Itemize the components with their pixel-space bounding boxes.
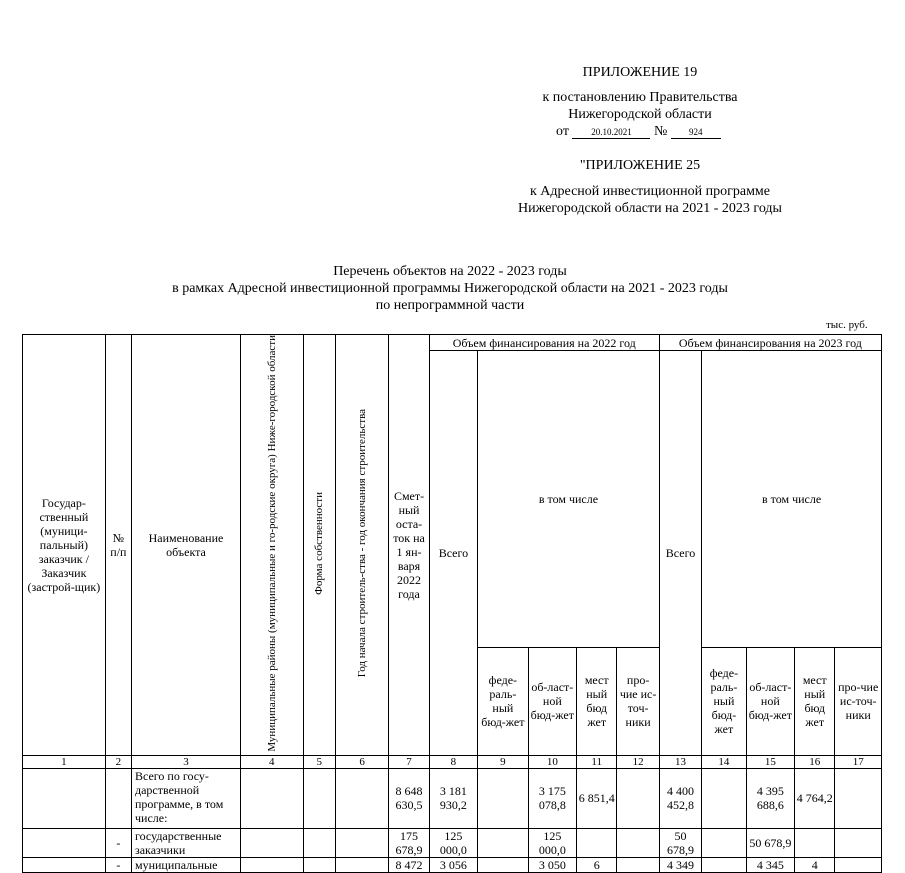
title-line-1: Перечень объектов на 2022 - 2023 годы [333, 264, 567, 279]
number-sign: № [653, 124, 668, 139]
cell-object-name: муниципальные [131, 857, 240, 872]
col-num: 2 [105, 755, 131, 768]
program-years-label: Нижегородской области на 2021 - 2023 годы [518, 201, 782, 216]
cell-federal-2022 [478, 857, 528, 872]
header-federal-2023: феде-раль-ный бюд-жет [702, 647, 746, 755]
cell-total-2022: 125 000,0 [429, 828, 477, 857]
cell-years [335, 828, 388, 857]
cell-other-2022 [617, 857, 659, 872]
to-program-label: к Адресной инвестиционной программе [529, 184, 771, 199]
cell-estimate: 8 648 630,5 [389, 768, 429, 828]
cell-years [335, 857, 388, 872]
cell-local-2023: 4 764,2 [795, 768, 835, 828]
cell-other-2023 [835, 768, 882, 828]
cell-form [303, 828, 335, 857]
cell-total-2023: 4 349 [659, 857, 701, 872]
col-num: 8 [429, 755, 477, 768]
appendix-25-label: "ПРИЛОЖЕНИЕ 25 [579, 158, 701, 173]
col-num: 11 [577, 755, 617, 768]
decree-number: 924 [671, 127, 721, 139]
cell-federal-2022 [478, 828, 528, 857]
header-including-2022: в том числе [478, 351, 660, 648]
cell-local-2023 [795, 828, 835, 857]
objects-table [22, 334, 882, 873]
header-including-2023: в том числе [702, 351, 882, 648]
cell-federal-2022 [478, 768, 528, 828]
col-num: 3 [131, 755, 240, 768]
cell-regional-2022: 3 175 078,8 [528, 768, 576, 828]
col-num: 16 [795, 755, 835, 768]
col-num: 14 [702, 755, 746, 768]
cell-form [303, 857, 335, 872]
cell-object-name: государственные заказчики [131, 828, 240, 857]
from-label: от [556, 124, 569, 139]
column-numbers-row [23, 755, 882, 768]
col-num: 10 [528, 755, 576, 768]
title-line-3: по непрограммной части [375, 298, 525, 313]
header-estimate-balance: Смет-ный оста-ток на 1 ян-варя 2022 года [389, 335, 429, 756]
header-number: № п/п [105, 335, 131, 756]
header-other-2022: про-чие ис-точ-ники [617, 647, 659, 755]
col-num: 12 [617, 755, 659, 768]
cell-total-2023: 4 400 452,8 [659, 768, 701, 828]
col-num: 1 [23, 755, 106, 768]
col-num: 5 [303, 755, 335, 768]
cell-local-2022 [577, 828, 617, 857]
cell-object-name: Всего по госу-дарственной программе, в том числе: [131, 768, 240, 828]
cell-other-2023 [835, 828, 882, 857]
units-label: тыс. руб. [826, 319, 868, 331]
header-financing-2022: Объем финансирования на 2022 год [429, 335, 659, 351]
cell-estimate: 8 472 [389, 857, 429, 872]
cell-customer [23, 828, 106, 857]
col-num: 15 [746, 755, 794, 768]
cell-regional-2023: 50 678,9 [746, 828, 794, 857]
table-row [23, 857, 882, 872]
cell-federal-2023 [702, 768, 746, 828]
cell-regional-2023: 4 345 [746, 857, 794, 872]
cell-number [105, 768, 131, 828]
table-row [23, 768, 882, 828]
cell-regional-2023: 4 395 688,6 [746, 768, 794, 828]
cell-other-2023 [835, 857, 882, 872]
to-decree-label: к постановлению Правительства [542, 90, 738, 105]
cell-total-2023: 50 678,9 [659, 828, 701, 857]
cell-districts [240, 828, 303, 857]
header-federal-2022: феде-раль-ный бюд-жет [478, 647, 528, 755]
col-num: 7 [389, 755, 429, 768]
header-total-2022: Всего [429, 351, 477, 756]
table-row [23, 828, 882, 857]
cell-estimate: 175 678,9 [389, 828, 429, 857]
header-object-name: Наименование объекта [131, 335, 240, 756]
col-num: 17 [835, 755, 882, 768]
cell-total-2022: 3 181 930,2 [429, 768, 477, 828]
cell-federal-2023 [702, 857, 746, 872]
cell-years [335, 768, 388, 828]
col-num: 4 [240, 755, 303, 768]
header-districts: Муниципальные районы (муниципальные и го-родские округа) Ниже-городской области [240, 335, 303, 756]
cell-regional-2022: 3 050 [528, 857, 576, 872]
cell-customer [23, 768, 106, 828]
col-num: 9 [478, 755, 528, 768]
cell-districts [240, 857, 303, 872]
header-regional-2023: об-ласт-ной бюд-жет [746, 647, 794, 755]
header-local-2023: мест ный бюд жет [795, 647, 835, 755]
cell-regional-2022: 125 000,0 [528, 828, 576, 857]
title-line-2: в рамках Адресной инвестиционной программы Нижегородской области на 2021 - 2023 годы [172, 281, 728, 296]
header-local-2022: мест ный бюд жет [577, 647, 617, 755]
cell-form [303, 768, 335, 828]
header-ownership-form: Форма собственности [303, 335, 335, 756]
col-num: 6 [335, 755, 388, 768]
header-customer: Государ-ственный (муници-пальный) заказчик / Заказчик (застрой-щик) [23, 335, 106, 756]
region-label: Нижегородской области [568, 107, 712, 122]
cell-districts [240, 768, 303, 828]
cell-total-2022: 3 056 [429, 857, 477, 872]
cell-number: - [105, 828, 131, 857]
cell-local-2022: 6 [577, 857, 617, 872]
cell-other-2022 [617, 828, 659, 857]
header-construction-years: Год начала строитель-ства - год окончания строительства [335, 335, 388, 756]
col-num: 13 [659, 755, 701, 768]
decree-date: 20.10.2021 [572, 127, 650, 139]
header-other-2023: про-чие ис-точ-ники [835, 647, 882, 755]
cell-number: - [105, 857, 131, 872]
appendix-19-label: ПРИЛОЖЕНИЕ 19 [582, 65, 698, 80]
decree-date-line [556, 123, 756, 140]
header-regional-2022: об-ласт-ной бюд-жет [528, 647, 576, 755]
cell-local-2023: 4 [795, 857, 835, 872]
header-financing-2023: Объем финансирования на 2023 год [659, 335, 881, 351]
cell-customer [23, 857, 106, 872]
cell-federal-2023 [702, 828, 746, 857]
header-total-2023: Всего [659, 351, 701, 756]
cell-other-2022 [617, 768, 659, 828]
cell-local-2022: 6 851,4 [577, 768, 617, 828]
